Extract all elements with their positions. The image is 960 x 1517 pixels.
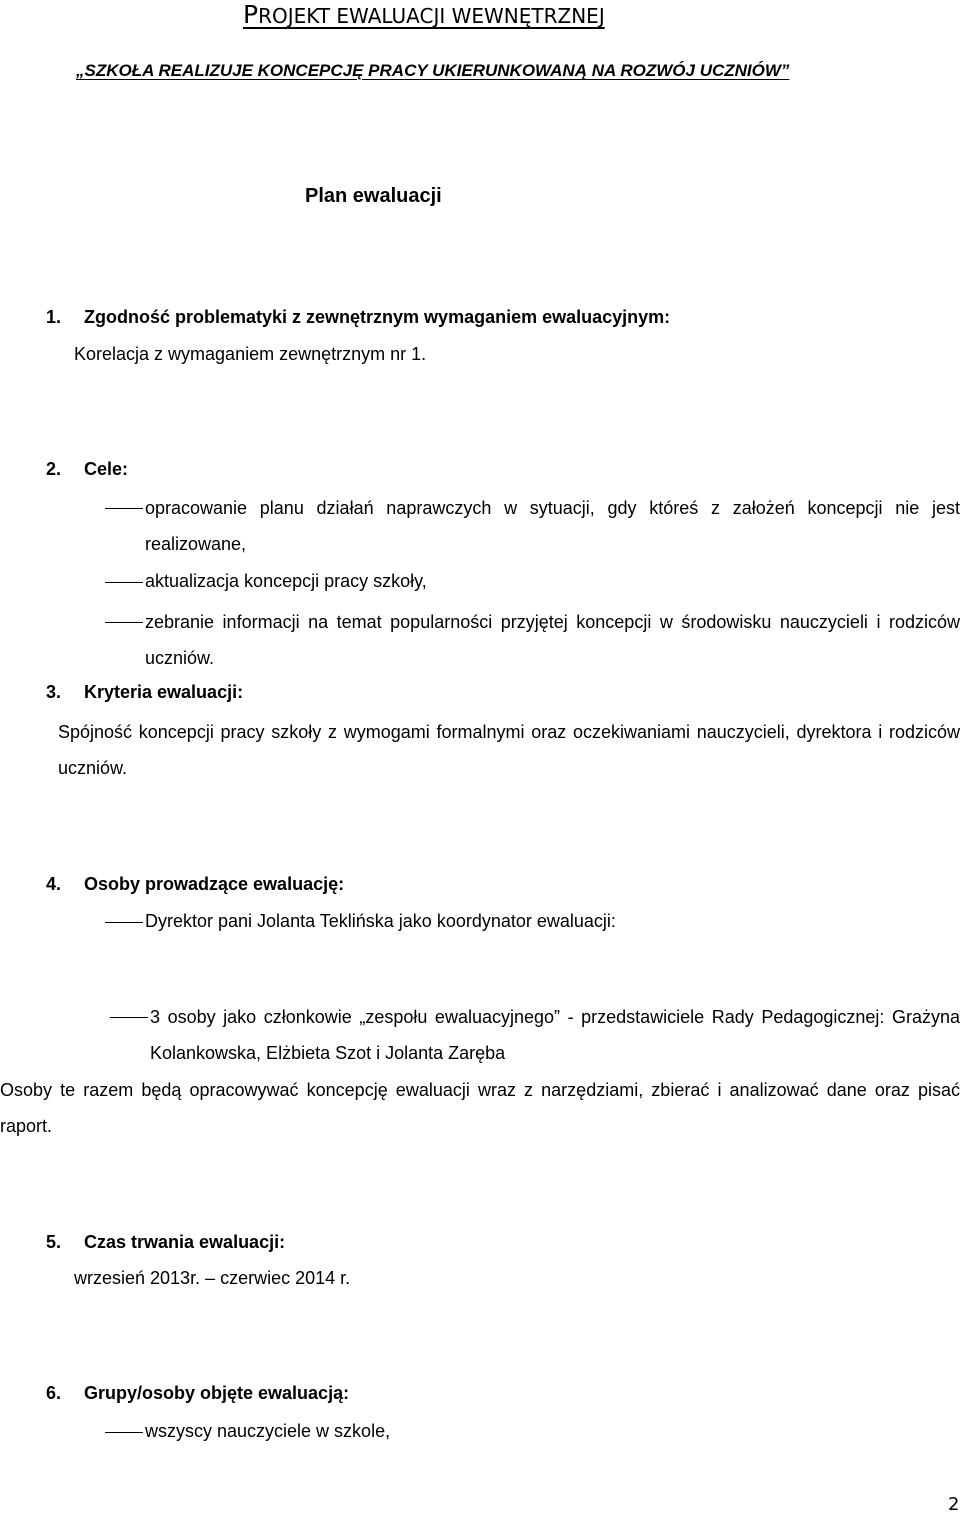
bullet-dash: [105, 922, 143, 923]
section-5-number: 5.: [46, 1232, 62, 1252]
section-6-number: 6.: [46, 1383, 62, 1403]
section-6-heading: Grupy/osoby objęte ewaluacją:: [84, 1383, 350, 1403]
title-rest: ROJEKT EWALUACJI WEWNĘTRZNEJ: [258, 4, 605, 28]
bullet-dash: [105, 622, 143, 623]
bullet-dash: [110, 1017, 148, 1018]
section-2-number: 2.: [46, 459, 62, 479]
section-1-number: 1.: [46, 307, 62, 327]
section-3-number: 3.: [46, 682, 62, 702]
section-4-note: Osoby te razem będą opracowywać koncepcję ewaluacji wraz z narzędziami, zbierać i analizować dane oraz pisać raport.: [0, 1080, 960, 1136]
goal-item-2: aktualizacja koncepcji pracy szkoły,: [145, 571, 427, 591]
section-5-heading: Czas trwania ewaluacji:: [84, 1232, 286, 1252]
person-item-2: 3 osoby jako członkowie „zespołu ewaluacyjnego” - przedstawiciele Rady Pedagogicznej: Grażyna Kolankowska, Elżbieta Szot i Jolanta Zaręba: [150, 1007, 960, 1063]
goal-item-1: opracowanie planu działań naprawczych w sytuacji, gdy któreś z założeń koncepcji nie jest realizowane,: [145, 498, 960, 554]
title-first-letter: P: [243, 0, 259, 29]
goal-item-3: zebranie informacji na temat popularności przyjętej koncepcji w środowisku nauczycieli i rodziców uczniów.: [145, 612, 960, 668]
section-4-number: 4.: [46, 874, 62, 894]
group-item-1: wszyscy nauczyciele w szkole,: [145, 1421, 391, 1441]
bullet-dash: [105, 1432, 143, 1433]
section-4-heading: Osoby prowadzące ewaluację:: [84, 874, 345, 894]
section-5-text: wrzesień 2013r. – czerwiec 2014 r.: [74, 1268, 351, 1288]
bullet-dash: [105, 508, 143, 509]
document-title: [243, 0, 605, 30]
section-2-heading: Cele:: [84, 459, 129, 479]
person-item-1: Dyrektor pani Jolanta Teklińska jako koordynator ewaluacji:: [145, 911, 616, 931]
page-number: 2: [948, 1494, 960, 1515]
bullet-dash: [105, 582, 143, 583]
section-1-heading: Zgodność problematyki z zewnętrznym wymaganiem ewaluacyjnym:: [84, 307, 671, 327]
section-3-heading: Kryteria ewaluacji:: [84, 682, 244, 702]
section-1-text: Korelacja z wymaganiem zewnętrznym nr 1.: [74, 344, 427, 364]
plan-heading: Plan ewaluacji: [305, 185, 442, 207]
section-3-text: Spójność koncepcji pracy szkoły z wymogami formalnymi oraz oczekiwaniami nauczycieli, dyrektora i rodziców uczniów.: [58, 722, 960, 778]
document-subtitle: „SZKOŁA REALIZUJE KONCEPCJĘ PRACY UKIERUNKOWANĄ NA ROZWÓJ UCZNIÓW”: [76, 61, 790, 80]
